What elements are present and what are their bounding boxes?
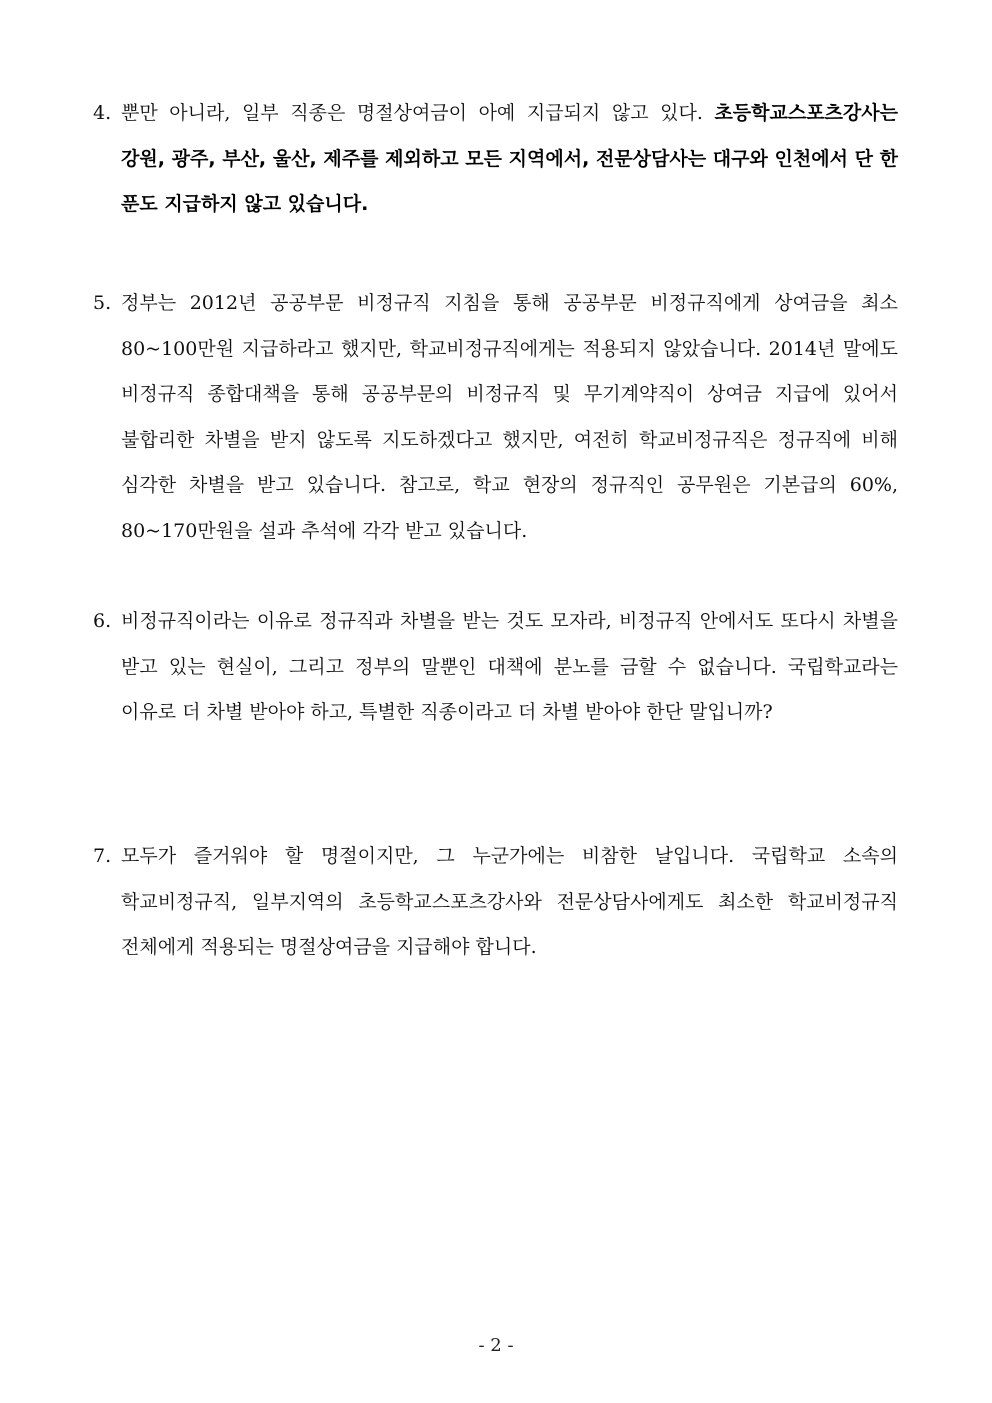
- page-number: - 2 -: [478, 1335, 514, 1356]
- item-text: 뿐만 아니라, 일부 직종은 명절상여금이 아예 지급되지 않고 있다.: [121, 102, 715, 124]
- list-item-4: [93, 91, 898, 228]
- item-body: [93, 91, 898, 228]
- list-item-7: [93, 834, 898, 971]
- item-text: 비정규직이라는 이유로 정규직과 차별을 받는 것도 모자라, 비정규직 안에서도 또다시 차별을 받고 있는 현실이, 그리고 정부의 말뿐인 대책에 분노를 금할 수 없습니다. 국립학교라는 이유로 더 차별 받아야 하고, 특별한 직종이라고 더 차별 받아야 한단 말입니까?: [121, 610, 898, 723]
- item-number: 6.: [93, 610, 112, 632]
- item-text: 정부는 2012년 공공부문 비정규직 지침을 통해 공공부문 비정규직에게 상여금을 최소 80~100만원 지급하라고 했지만, 학교비정규직에게는 적용되지 않았습니다. 2014년 말에도 비정규직 종합대책을 통해 공공부문의 비정규직 및 무기계약직이 상여금 지급에 있어서 불합리한 차별을 받지 않도록 지도하겠다고 했지만, 여전히 학교비정규직은 정규직에 비해 심각한 차별을 받고 있습니다. 참고로, 학교 현장의 정규직인 공무원은 기본급의 60%, 80~170만원을 설과 추석에 각각 받고 있습니다.: [121, 292, 898, 542]
- list-item-5: [93, 281, 898, 554]
- list-item-6: [93, 599, 898, 736]
- item-text: 모두가 즐거워야 할 명절이지만, 그 누군가에는 비참한 날입니다. 국립학교 소속의 학교비정규직, 일부지역의 초등학교스포츠강사와 전문상담사에게도 최소한 학교비정규직 전체에게 적용되는 명절상여금을 지급해야 합니다.: [121, 845, 898, 958]
- item-bold-text: 초등학교스포츠강사는 강원, 광주, 부산, 울산, 제주를 제외하고 모든 지역에서, 전문상담사는 대구와 인천에서 단 한 푼도 지급하지 않고 있습니다.: [121, 102, 898, 215]
- item-number: 7.: [93, 845, 112, 867]
- item-number: 5.: [93, 292, 112, 314]
- item-number: 4.: [93, 102, 112, 124]
